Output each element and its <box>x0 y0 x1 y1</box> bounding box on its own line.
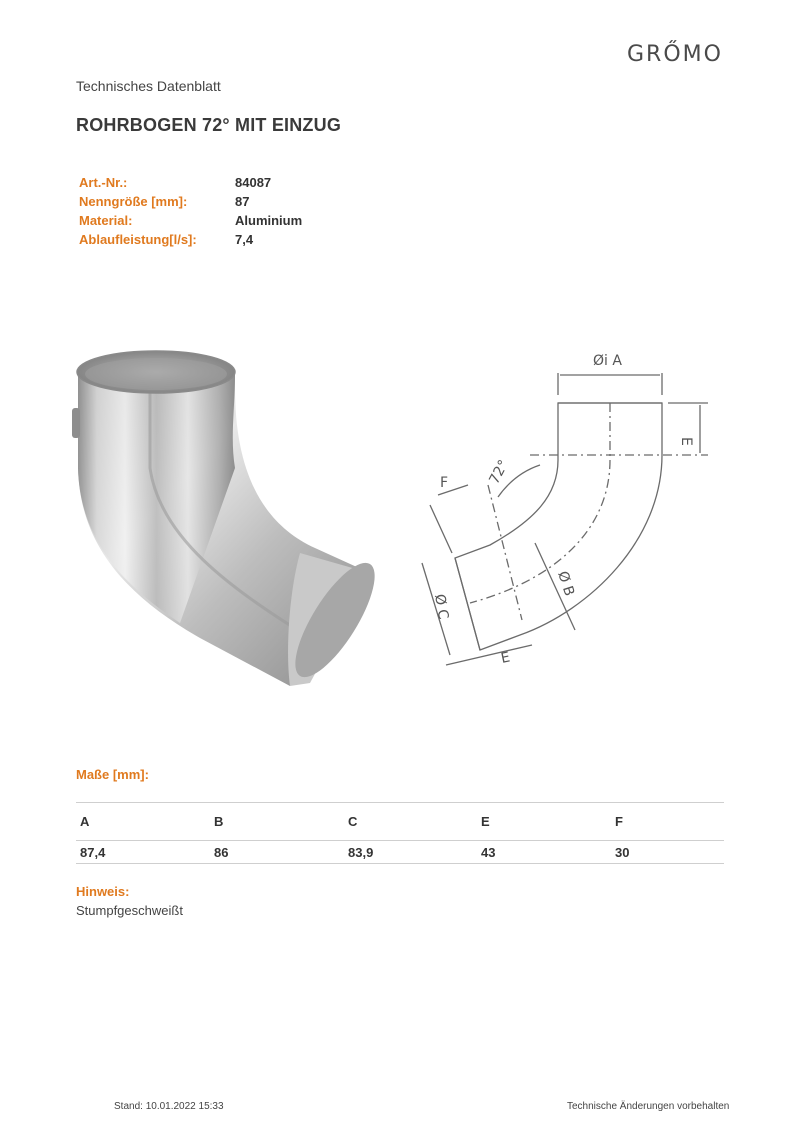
column-header: B <box>210 803 344 841</box>
footer-disclaimer: Technische Änderungen vorbehalten <box>567 1101 730 1112</box>
product-title: ROHRBOGEN 72° MIT EINZUG <box>76 115 342 135</box>
footer-date: Stand: 10.01.2022 15:33 <box>114 1101 224 1112</box>
table-row <box>76 841 724 864</box>
dimensions-table <box>76 802 724 864</box>
product-photo <box>70 348 385 698</box>
spec-label: Material: <box>79 213 133 228</box>
table-cell: 86 <box>210 841 344 864</box>
dim-label-f: F <box>440 475 449 491</box>
table-header-row <box>76 803 724 841</box>
table-cell: 30 <box>611 841 724 864</box>
dim-label-e-top: E <box>678 437 694 446</box>
dim-label-e-bottom: E <box>499 649 512 667</box>
document-subtitle: Technisches Datenblatt <box>76 78 221 94</box>
spec-value: 84087 <box>235 175 272 190</box>
spec-row-flow <box>79 232 302 251</box>
spec-list <box>79 175 302 251</box>
dim-label-b: Ø B <box>554 569 578 599</box>
spec-value: Aluminium <box>235 213 303 228</box>
dim-label-c: Ø C <box>431 592 452 621</box>
note-text: Stumpfgeschweißt <box>76 903 183 918</box>
column-header: F <box>611 803 724 841</box>
table-cell: 43 <box>477 841 611 864</box>
dim-label-angle: 72° <box>486 457 513 487</box>
note-heading: Hinweis: <box>76 884 130 899</box>
spec-value: 87 <box>235 194 250 209</box>
spec-label: Ablaufleistung[l/s]: <box>79 232 197 247</box>
spec-value: 7,4 <box>235 232 254 247</box>
spec-label: Nenngröße [mm]: <box>79 194 188 209</box>
column-header: E <box>477 803 611 841</box>
technical-drawing <box>410 345 715 695</box>
spec-row-material <box>79 213 302 232</box>
dim-label-a: Øi A <box>593 353 622 369</box>
spec-row-size <box>79 194 302 213</box>
spec-label: Art.-Nr.: <box>79 175 128 190</box>
spec-row-article <box>79 175 302 194</box>
table-cell: 87,4 <box>76 841 210 864</box>
column-header: A <box>76 803 210 841</box>
dimensions-heading: Maße [mm]: <box>76 767 149 782</box>
column-header: C <box>344 803 477 841</box>
table-cell: 83,9 <box>344 841 477 864</box>
brand-logo: GRŐMO <box>627 42 723 67</box>
